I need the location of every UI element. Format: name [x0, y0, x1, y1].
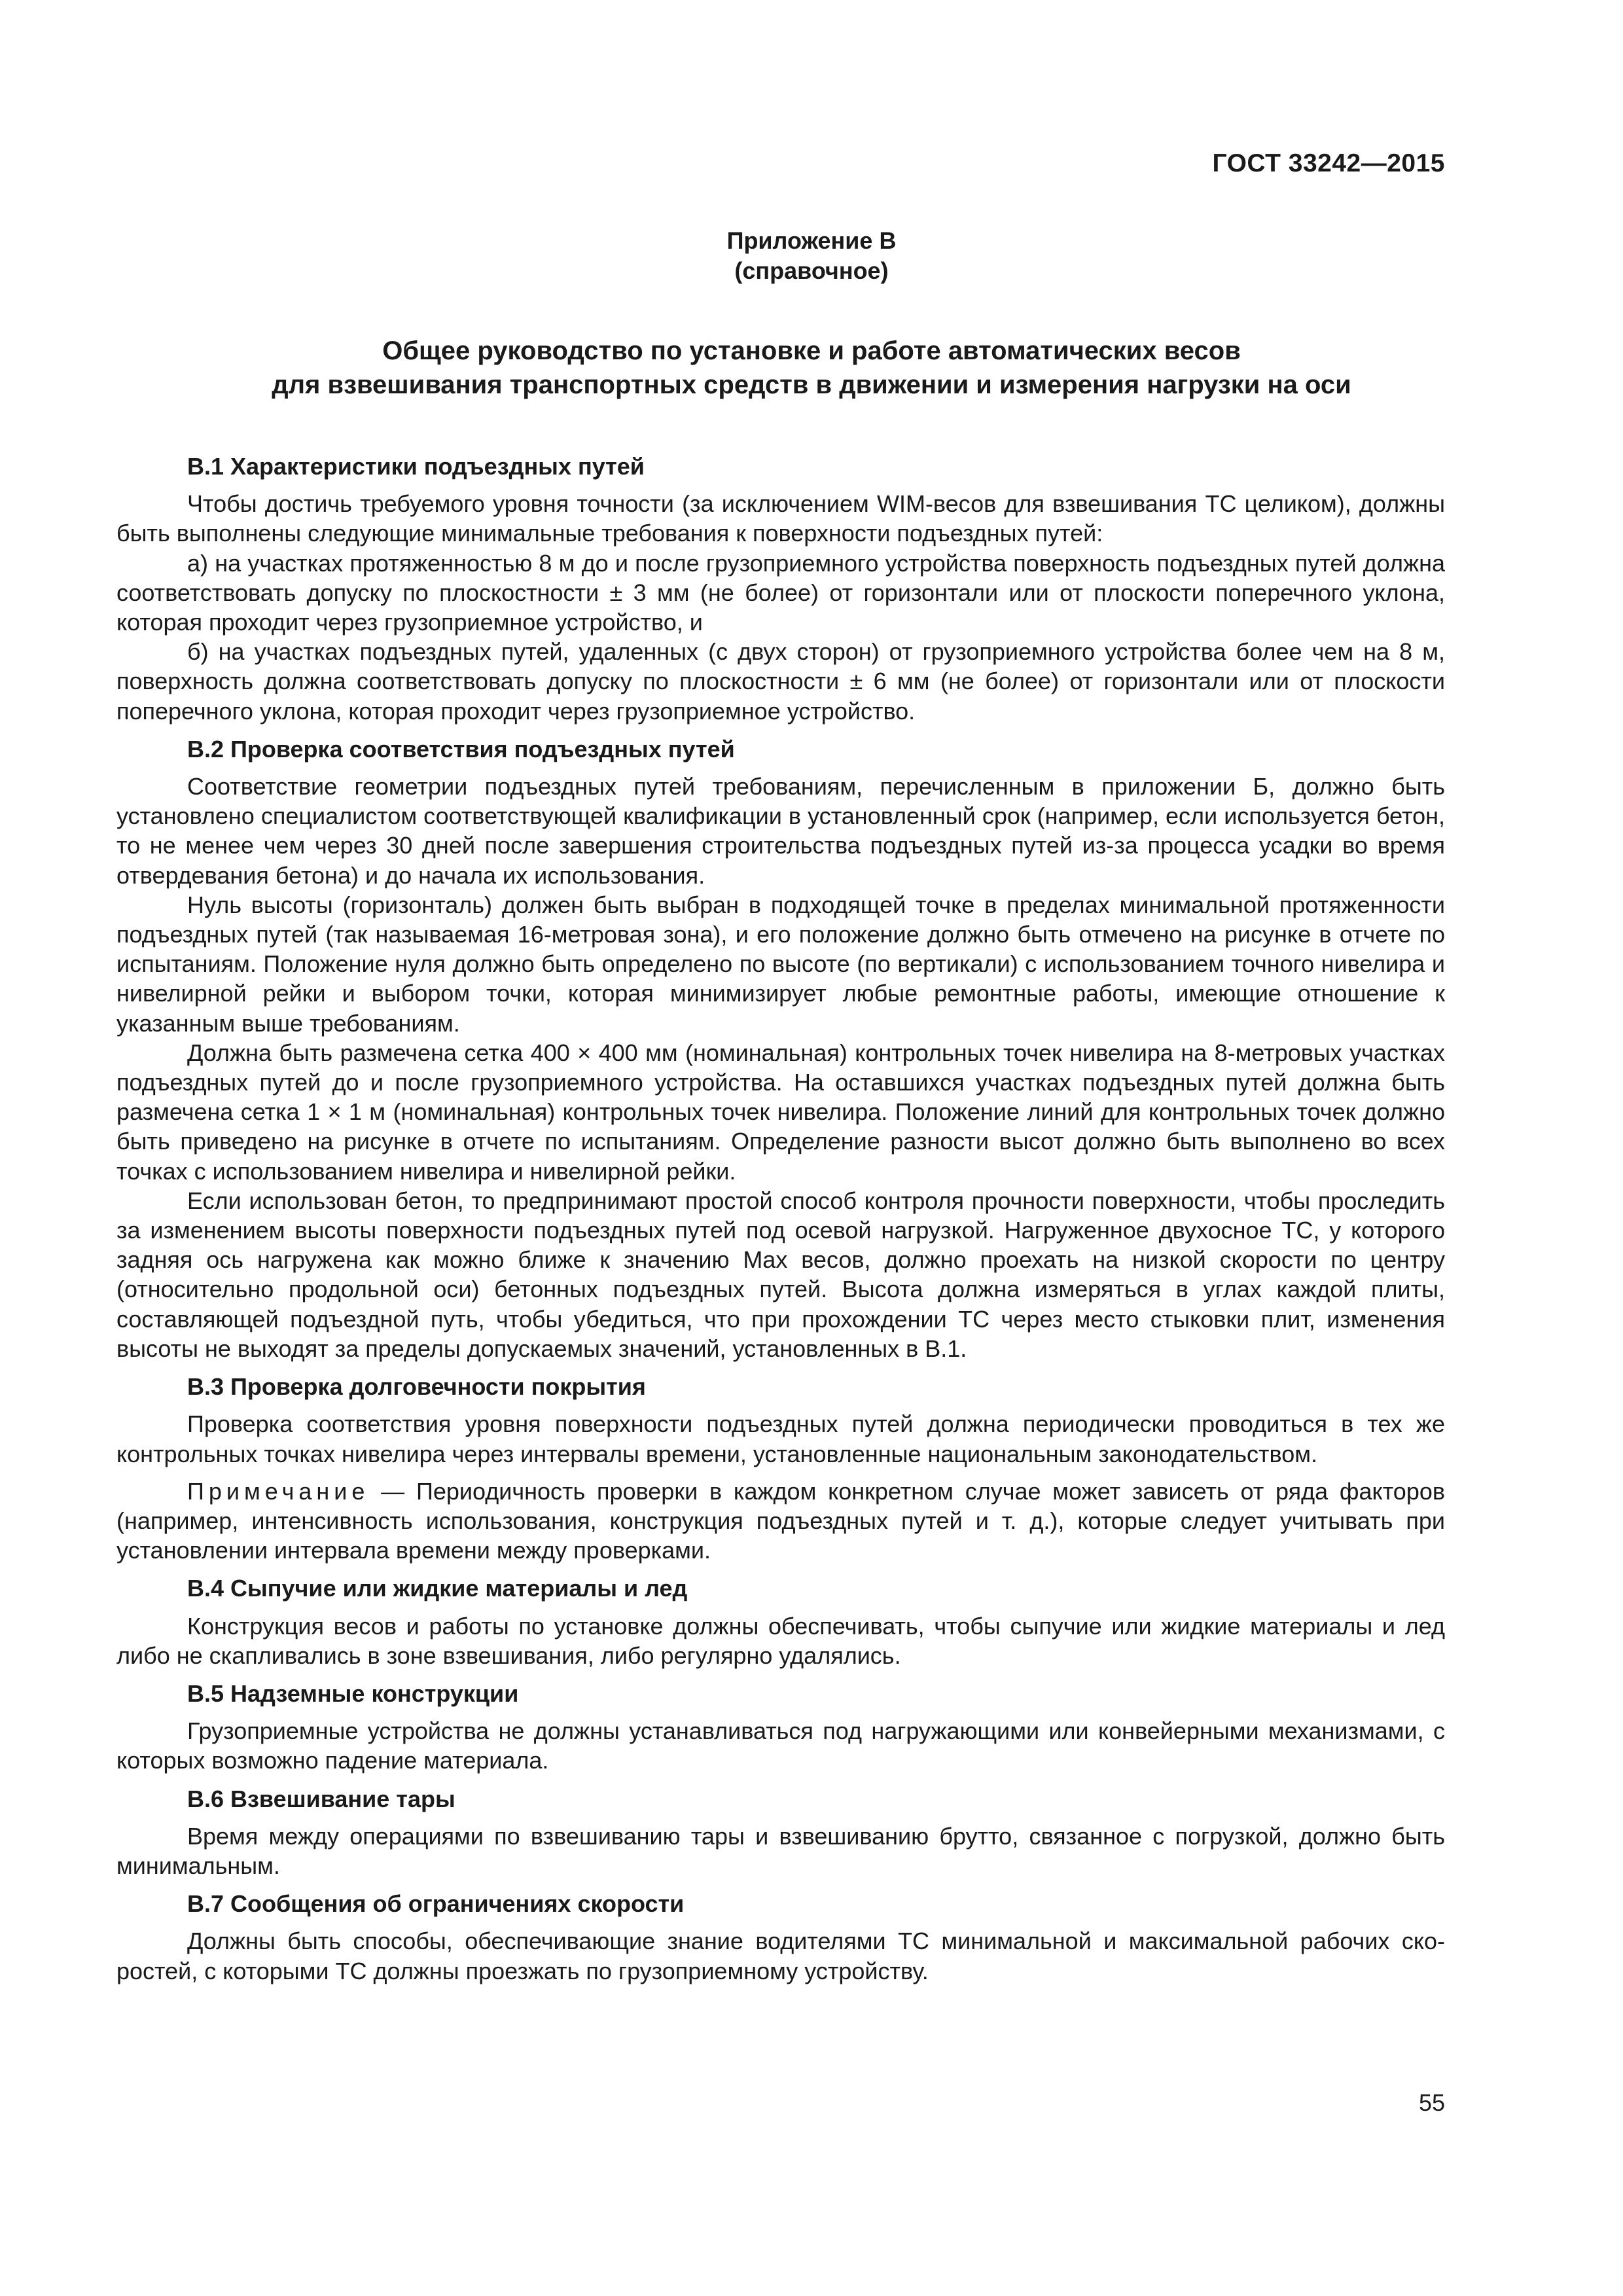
- title-line-2: для взвешивания транспортных средств в движении и измерения нагрузки на оси: [272, 370, 1351, 399]
- note-label: Примечание: [187, 1477, 370, 1505]
- section-heading-b2: В.2 Проверка соответствия подъездных путей: [187, 735, 735, 762]
- section-b1-paragraph-1: Чтобы достичь требуемого уровня точности (за исключением WIM-весов для взвешивания ТС целиком), должны быть выполнены следующие минимальные требования к поверхности подъездных путей:: [116, 490, 1445, 547]
- section-b1-item-b: б) на участках подъездных путей, удаленных (с двух сторон) от грузоприемного устройства более чем на 8 м, поверхность должна соответствовать допуску по плоскостности ± 6 мм (не более) от горизонтали или от плоскости поперечного уклона, которая проходит через грузоприемное устройство.: [116, 638, 1445, 725]
- section-b3-note: [116, 1477, 1445, 1566]
- section-heading-b6: В.6 Взвешивание тары: [187, 1785, 455, 1812]
- section-heading-b3: В.3 Проверка долговечности покрытия: [187, 1373, 646, 1401]
- document-body: [116, 452, 1445, 1986]
- appendix-title: [0, 334, 1623, 402]
- section-b2-paragraph-1: Соответствие геометрии подъездных путей требованиям, перечисленным в приложении Б, должно быть установлено специалистом соответствующей квалификации в установленный срок (например, если используется бетон, то не менее чем через 30 дней после завершения строительства подъездных путей из-за процесса усадки во время отвердевания бетона) и до начала их использования.: [116, 773, 1445, 889]
- appendix-label: Приложение В: [726, 227, 897, 254]
- appendix-type: (справочное): [734, 257, 889, 284]
- section-b5-paragraph-1: Грузоприемные устройства не должны устанавливаться под нагружающими или конвейерными механизмами, с которых возможно падение материала.: [116, 1717, 1445, 1774]
- section-b6-paragraph-1: Время между операциями по взвешиванию тары и взвешиванию брутто, связанное с погрузкой, должно быть минимальным.: [116, 1822, 1445, 1879]
- section-b3-paragraph-1: Проверка соответствия уровня поверхности подъездных путей должна периодически проводиться в тех же контрольных точках нивелира через интервалы времени, установленные национальным законодательством.: [116, 1410, 1445, 1467]
- standard-number: ГОСТ 33242—2015: [1212, 149, 1445, 177]
- appendix-heading: [0, 226, 1623, 286]
- section-b2-paragraph-3: Должна быть размечена сетка 400 × 400 мм (номинальная) контрольных точек нивелира на 8-метровых участках подъездных путей до и после грузоприемного устройства. На оставшихся участках подъездных путей должна быть размечена сетка 1 × 1 м (номинальная) контрольных точек нивелира. Положение линий для контрольных точек должно быть приведено на рисунке в отчете по испытаниям. Определение разности высот должно быть выполнено во всех точках с использованием нивелира и нивелирной рейки.: [116, 1039, 1445, 1185]
- section-b2-paragraph-4: Если использован бетон, то предпринимают простой способ контроля прочности поверхности, чтобы проследить за изменением высоты поверхности подъездных путей под осевой нагрузкой. Нагруженное двухосное ТС, у которого задняя ось нагружена как можно ближе к значению Max весов, должно проехать на низкой скорости по центру (относительно продольной оси) бетонных подъездных путей. Высота должна измеряться в углах каждой плиты, составляющей подъездной путь, чтобы убедиться, что при прохождении ТС через место стыковки плит, изменения высоты не выходят за пределы допускаемых значений, установленных в В.1.: [116, 1187, 1445, 1362]
- section-b4-paragraph-1: Конструкция весов и работы по установке должны обеспечивать, чтобы сыпучие или жидкие материалы и лед либо не скапливались в зоне взвешивания, либо регулярно удалялись.: [116, 1612, 1445, 1669]
- section-heading-b7: В.7 Сообщения об ограничениях скорости: [187, 1890, 685, 1918]
- section-heading-b5: В.5 Надземные конструкции: [187, 1679, 519, 1707]
- section-heading-b4: В.4 Сыпучие или жидкие материалы и лед: [187, 1575, 688, 1602]
- section-b7-paragraph-1: Должны быть способы, обеспечивающие знание водителями ТС минимальной и максимальной рабочих скоростей, с которыми ТС должны проезжать по грузоприемному устройству.: [116, 1928, 1445, 1984]
- page-number: 55: [1418, 2089, 1445, 2116]
- note-text: — Периодичность проверки в каждом конкретном случае может зависеть от ряда факторов (например, интенсивность использования, конструкция подъездных путей и т. д.), которые следует учитывать при установлении интервала времени между проверками.: [116, 1477, 1445, 1564]
- section-b2-paragraph-2: Нуль высоты (горизонталь) должен быть выбран в подходящей точке в пределах минимальной протяженности подъездных путей (так называемая 16-метровая зона), и его положение должно быть отмечено на рисунке в отчете по испытаниям. Положение нуля должно быть определено по высоте (по вертикали) с использованием точного нивелира и нивелирной рейки и выбором точки, которая минимизирует любые ремонтные работы, имеющие отношение к указанным выше требованиям.: [116, 891, 1445, 1037]
- section-b1-item-a: а) на участках протяженностью 8 м до и после грузоприемного устройства поверхность подъездных путей должна соответствовать допуску по плоскостности ± 3 мм (не более) от горизонтали или от плоскости поперечного уклона, которая проходит через грузоприемное устройство, и: [116, 549, 1445, 636]
- section-heading-b1: В.1 Характеристики подъездных путей: [187, 453, 645, 480]
- title-line-1: Общее руководство по установке и работе автоматических весов: [382, 336, 1241, 365]
